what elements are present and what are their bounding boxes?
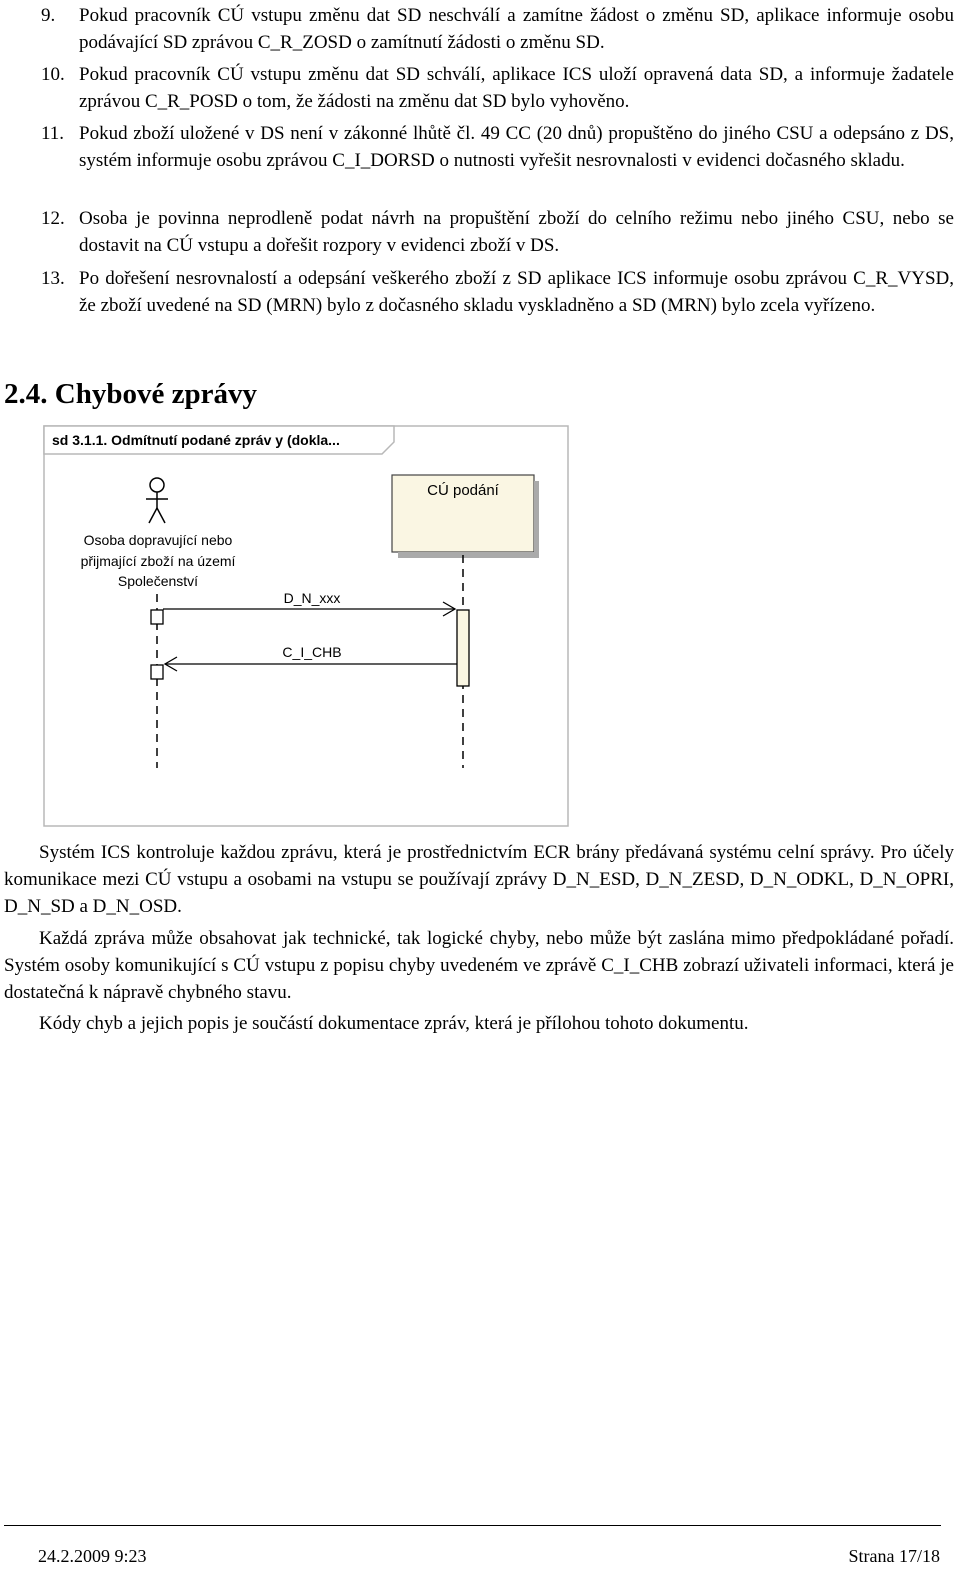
actor-activation [151, 610, 163, 624]
list-item-text: Pokud pracovník CÚ vstupu změnu dat SD neschválí a zamítne žádost o změnu SD, aplikace informuje osobu podávající SD zprávou C_R_ZOSD o zamítnutí žádosti o změnu SD. [79, 5, 954, 53]
message-label: C_I_CHB [282, 644, 342, 660]
footer-page-number: Strana 17/18 [848, 1546, 940, 1566]
list-item-number: 12. [41, 208, 65, 229]
section-heading: 2.4. Chybové zprávy [4, 378, 257, 410]
list-item-text: Pokud pracovník CÚ vstupu změnu dat SD schválí, aplikace ICS uloží opravená data SD, a informuje žadatele zprávou C_R_POSD o tom, že žádosti na změnu dat SD bylo vyhověno. [79, 64, 954, 112]
list-item-number: 10. [41, 64, 65, 85]
body-paragraph: Kódy chyb a jejich popis je součástí dokumentace zpráv, která je přílohou tohoto dokumentu. [39, 1013, 749, 1034]
body-paragraph: Každá zpráva může obsahovat jak technické, tak logické chyby, nebo může být zaslána mimo předpokládané pořadí. Systém osoby komunikující s CÚ vstupu z popisu chyby uvedeném ve zprávě C_I_CHB zobrazí uživateli informaci, která je dostatečná k nápravě chybného stavu. [4, 928, 954, 1003]
list-item-text: Osoba je povinna neprodleně podat návrh na propuštění zboží do celního režimu nebo jiného CSU, nebo se dostavit na CÚ vstupu a dořešit rozpory v evidenci zboží v DS. [79, 208, 954, 256]
list-item-number: 9. [41, 5, 56, 26]
lifeline-box-shadow [398, 552, 539, 558]
footer-date: 24.2.2009 9:23 [38, 1546, 147, 1566]
list-item-text: Po dořešení nesrovnalostí a odepsání veškerého zboží z SD aplikace ICS informuje osobu zprávou C_R_VYSD, že zboží uvedené na SD (MRN) bylo z dočasného skladu vyskladněno a SD (MRN) bylo zcela vyřízeno. [79, 268, 954, 316]
footer-divider [4, 1525, 941, 1526]
diagram-frame-title: sd 3.1.1. Odmítnutí podané zpráv y (dokla... [52, 432, 340, 448]
list-item-number: 11. [41, 123, 65, 144]
list-item-number: 13. [41, 268, 65, 289]
actor-label-line: Společenství [117, 573, 199, 589]
list-item-text: Pokud zboží uložené v DS není v zákonné lhůtě čl. 49 CC (20 dnů) propuštěno do jiného CSU a odepsáno z DS, systém informuje osobu zprávou C_I_DORSD o nutnosti vyřešit nesrovnalosti v evidenci dočasného skladu. [79, 123, 954, 171]
body-paragraph: Systém ICS kontroluje každou zprávu, která je prostřednictvím ECR brány předávaná systému celní správy. Pro účely komunikace mezi CÚ vstupu a osobami na vstupu se používají zprávy D_N_ESD, D_N_ZESD, D_N_ODKL, D_N_OPRI, D_N_SD a D_N_OSD. [4, 842, 954, 917]
lifeline-label: CÚ podání [427, 482, 499, 499]
message-label: D_N_xxx [283, 590, 341, 606]
actor-label-line: přijmající zboží na území [80, 553, 236, 569]
lifeline-box-shadow [534, 481, 539, 558]
actor-activation [151, 665, 163, 679]
actor-label-line: Osoba dopravující nebo [83, 532, 233, 548]
cu-activation [457, 610, 469, 686]
